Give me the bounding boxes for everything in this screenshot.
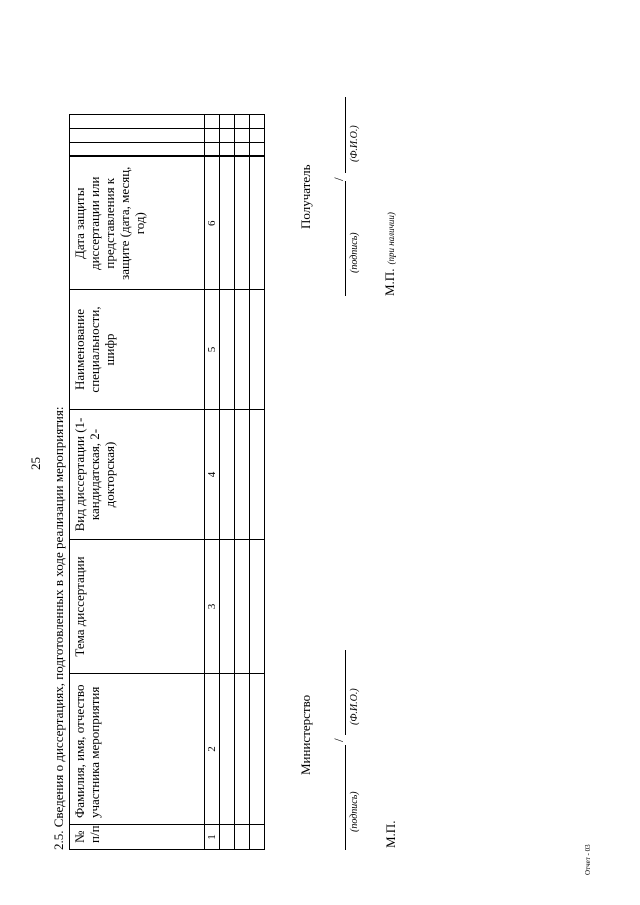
column-number: 6 [205, 157, 220, 290]
section-title: 2.5. Сведения о диссертациях, подготовленных в ходе реализации мероприятия: [51, 406, 66, 850]
ministry-signature-caption: (подпись) [349, 791, 360, 832]
table-cell [250, 143, 265, 157]
column-number: 1 [205, 825, 220, 850]
table-row [235, 115, 250, 850]
table-cell [205, 115, 220, 129]
table-cell [250, 157, 265, 290]
table-cell [235, 115, 250, 129]
recipient-stamp-note: (при наличии) [386, 212, 396, 265]
table-cell [235, 129, 250, 143]
column-number: 4 [205, 410, 220, 540]
table-cell [220, 143, 235, 157]
form-code: Отчет - 03 [584, 844, 592, 875]
recipient-signature-caption: (подпись) [349, 232, 360, 273]
recipient-name-line [345, 97, 346, 173]
table-cell [220, 410, 235, 540]
table-cell [220, 290, 235, 410]
recipient-stamp-mark: М.П. [382, 268, 397, 296]
table-cell [250, 115, 265, 129]
table-row [250, 115, 265, 850]
ministry-name-line [345, 650, 346, 735]
ministry-slash: / [331, 738, 346, 742]
table-cell [220, 115, 235, 129]
recipient-slash: / [331, 177, 346, 181]
table-cell [250, 825, 265, 850]
recipient-stamp-block [381, 212, 399, 296]
table-cell [250, 290, 265, 410]
recipient-label: Получатель [298, 164, 313, 229]
ministry-label: Министерство [298, 694, 313, 775]
column-number: 2 [205, 674, 220, 825]
header-blank-col [70, 115, 205, 129]
header-blank-col [70, 129, 205, 143]
table-cell [220, 129, 235, 143]
table-cell [235, 825, 250, 850]
table-cell [250, 540, 265, 674]
table-cell [235, 674, 250, 825]
table-cell [250, 410, 265, 540]
table-cell [220, 674, 235, 825]
table-cell [250, 674, 265, 825]
ministry-stamp-mark: М.П. [383, 820, 398, 848]
table-cell [235, 540, 250, 674]
table-header-row [70, 115, 205, 850]
table-cell [235, 143, 250, 157]
recipient-signature-line [345, 181, 346, 296]
table-cell [235, 410, 250, 540]
ministry-signature-line [345, 745, 346, 850]
table-cell [235, 157, 250, 290]
dissertations-table [69, 114, 265, 850]
table-row [220, 115, 235, 850]
table-column-numbers-row [205, 115, 220, 850]
table-cell [205, 129, 220, 143]
recipient-name-caption: (Ф.И.О.) [349, 125, 360, 162]
header-index: № п/п [70, 825, 205, 850]
header-dissertation-type: Вид диссертации (1-кандидатская, 2-докторская) [70, 410, 205, 540]
header-participant-name: Фамилия, имя, отчество участника мероприятия [70, 674, 205, 825]
table-cell [205, 143, 220, 157]
header-defense-date: Дата защиты диссертации или представления к защите (дата, месяц, год) [70, 157, 205, 290]
header-specialty: Наименование специальности, шифр [70, 290, 205, 410]
column-number: 5 [205, 290, 220, 410]
ministry-name-caption: (Ф.И.О.) [349, 688, 360, 725]
table-cell [220, 157, 235, 290]
header-blank-col [70, 143, 205, 157]
column-number: 3 [205, 540, 220, 674]
page-number: 25 [28, 457, 43, 470]
header-dissertation-topic: Тема диссертации [70, 540, 205, 674]
table-cell [250, 129, 265, 143]
table-cell [235, 290, 250, 410]
table-cell [220, 825, 235, 850]
table-cell [220, 540, 235, 674]
